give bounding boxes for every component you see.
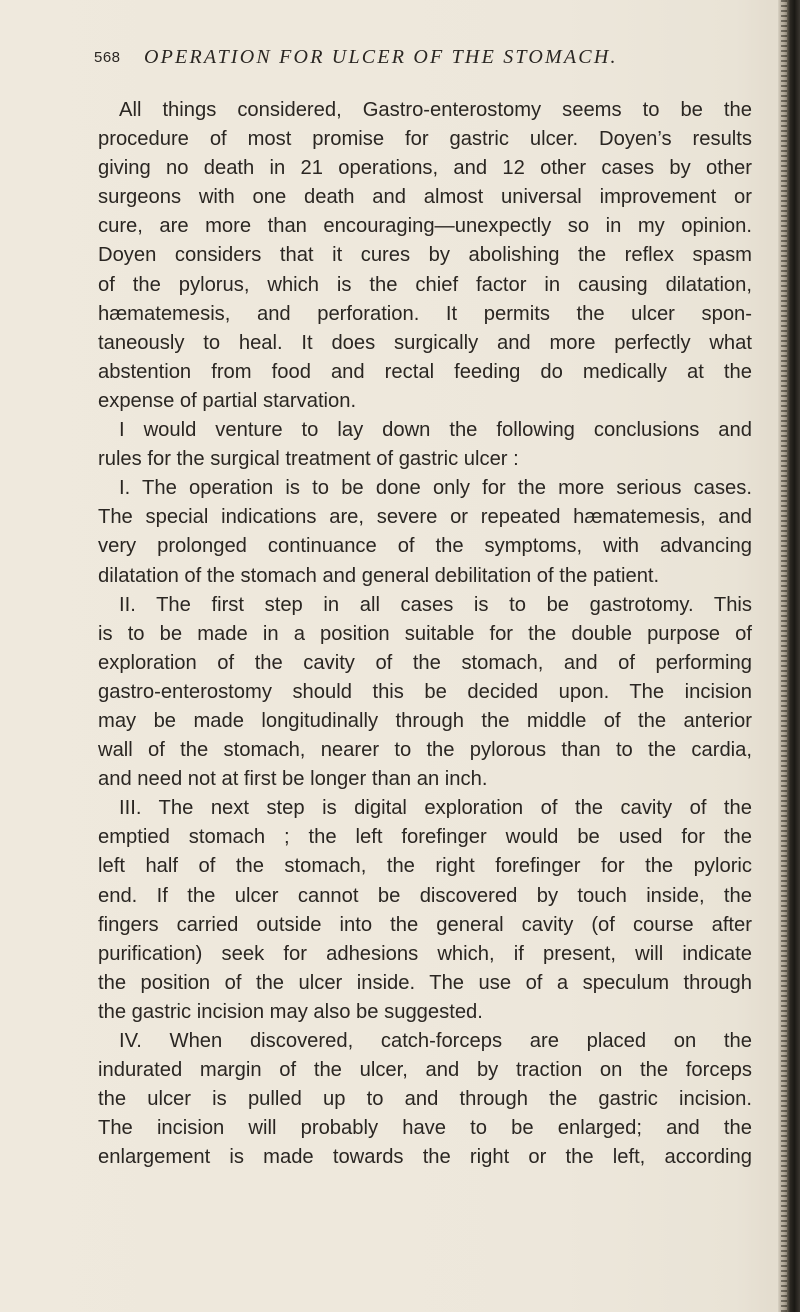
- text-line: The special indications are, severe or repeated hæmatemesis, and: [98, 506, 752, 529]
- text-line: of the pylorus, which is the chief factor in causing dilatation,: [98, 273, 752, 296]
- text-line: purification) seek for adhesions which, if present, will indicate: [98, 942, 752, 965]
- text-line: The incision will probably have to be enlarged; and the: [98, 1117, 752, 1140]
- text-line: IV. When discovered, catch-forceps are placed on the: [119, 1030, 752, 1052]
- text-line: I would venture to lay down the following conclusions and: [119, 419, 752, 442]
- text-line: All things considered, Gastro-enterostomy seems to be the: [119, 99, 752, 121]
- text-line: and need not at first be longer than an inch.: [98, 768, 488, 791]
- text-line: III. The next step is digital exploration of the cavity of the: [119, 797, 752, 820]
- text-line: rules for the surgical treatment of gastric ulcer :: [98, 448, 519, 471]
- book-binding-edge: [778, 0, 800, 1312]
- text-line: end. If the ulcer cannot be discovered by touch inside, the: [98, 884, 752, 907]
- text-line: indurated margin of the ulcer, and by traction on the forceps: [98, 1059, 752, 1082]
- running-head: [94, 44, 774, 78]
- text-line: emptied stomach ; the left forefinger would be used for the: [98, 826, 752, 849]
- text-line: II. The first step in all cases is to be gastrotomy. This: [119, 593, 752, 616]
- text-line: very prolonged continuance of the symptoms, with advancing: [98, 535, 752, 558]
- page-number: 568: [94, 49, 121, 66]
- text-line: gastro-enterostomy should this be decided upon. The incision: [98, 680, 752, 703]
- text-line: the position of the ulcer inside. The use of a speculum through: [98, 971, 752, 994]
- text-line: Doyen considers that it cures by abolishing the reflex spasm: [98, 244, 752, 267]
- text-line: left half of the stomach, the right forefinger for the pyloric: [98, 855, 752, 878]
- text-line: expense of partial starvation.: [98, 389, 357, 412]
- text-line: is to be made in a position suitable for the double purpose of: [98, 622, 752, 645]
- text-line: hæmatemesis, and perforation. It permits the ulcer spon-: [98, 302, 752, 325]
- text-line: may be made longitudinally through the middle of the anterior: [98, 709, 752, 732]
- text-line: exploration of the cavity of the stomach, and of performing: [98, 651, 752, 674]
- text-line: wall of the stomach, nearer to the pylorous than to the cardia,: [98, 739, 752, 762]
- text-line: dilatation of the stomach and general debilitation of the patient.: [98, 564, 660, 587]
- running-title: OPERATION FOR ULCER OF THE STOMACH.: [144, 46, 618, 68]
- text-line: fingers carried outside into the general cavity (of course after: [98, 913, 752, 936]
- text-line: procedure of most promise for gastric ulcer. Doyen’s results: [98, 128, 752, 151]
- text-line: the gastric incision may also be suggested.: [98, 1000, 483, 1023]
- text-line: giving no death in 21 operations, and 12 other cases by other: [98, 157, 752, 180]
- text-line: the ulcer is pulled up to and through the gastric incision.: [98, 1088, 752, 1111]
- text-line: abstention from food and rectal feeding do medically at the: [98, 360, 752, 383]
- text-line: cure, are more than encouraging—unexpectly so in my opinion.: [98, 215, 752, 238]
- text-line: taneously to heal. It does surgically and more perfectly what: [98, 331, 752, 354]
- text-line: I. The operation is to be done only for the more serious cases.: [119, 477, 752, 500]
- body-text: [98, 96, 752, 1172]
- text-line: surgeons with one death and almost universal improvement or: [98, 186, 752, 209]
- text-line: enlargement is made towards the right or the left, according: [98, 1146, 752, 1169]
